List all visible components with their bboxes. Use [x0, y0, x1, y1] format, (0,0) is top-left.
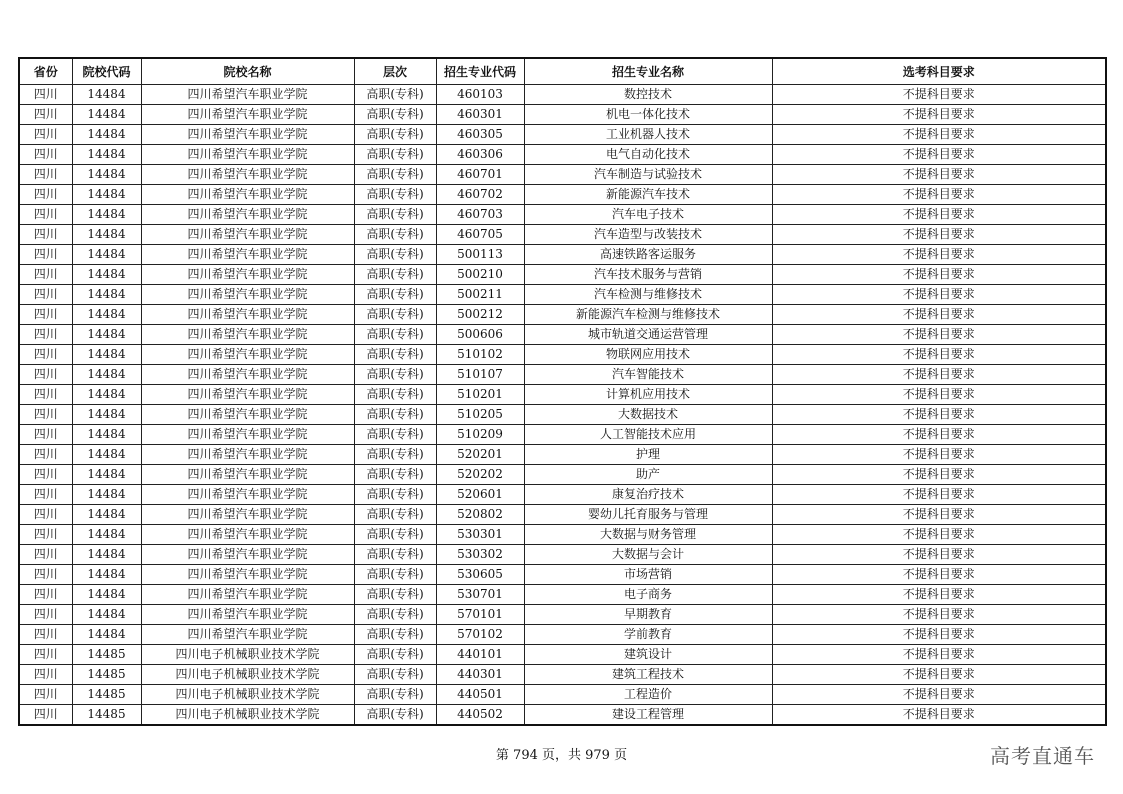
table-row	[19, 445, 1106, 465]
major-name-cell: 计算机应用技术	[524, 385, 772, 405]
school-code-cell: 14484	[72, 245, 141, 265]
school-code-cell: 14484	[72, 505, 141, 525]
table-row	[19, 265, 1106, 285]
major-name-cell: 助产	[524, 465, 772, 485]
level-cell: 高职(专科)	[354, 85, 436, 105]
school-code-cell: 14484	[72, 405, 141, 425]
major-code-cell: 500606	[436, 325, 524, 345]
province-cell: 四川	[19, 645, 72, 665]
level-cell: 高职(专科)	[354, 445, 436, 465]
level-cell: 高职(专科)	[354, 685, 436, 705]
province-cell: 四川	[19, 245, 72, 265]
school-name-cell: 四川希望汽车职业学院	[141, 145, 354, 165]
major-name-cell: 高速铁路客运服务	[524, 245, 772, 265]
school-name-cell: 四川希望汽车职业学院	[141, 345, 354, 365]
level-cell: 高职(专科)	[354, 165, 436, 185]
province-cell: 四川	[19, 185, 72, 205]
subject-requirement-cell: 不提科目要求	[772, 465, 1106, 485]
province-cell: 四川	[19, 405, 72, 425]
table-row	[19, 245, 1106, 265]
school-code-cell: 14484	[72, 465, 141, 485]
school-code-cell: 14484	[72, 185, 141, 205]
school-code-cell: 14484	[72, 345, 141, 365]
school-name-cell: 四川电子机械职业技术学院	[141, 705, 354, 726]
school-code-cell: 14484	[72, 285, 141, 305]
subject-requirement-cell: 不提科目要求	[772, 325, 1106, 345]
subject-requirement-cell: 不提科目要求	[772, 685, 1106, 705]
table-row	[19, 85, 1106, 105]
major-name-cell: 大数据技术	[524, 405, 772, 425]
table-row	[19, 505, 1106, 525]
subject-requirement-cell: 不提科目要求	[772, 105, 1106, 125]
major-code-cell: 460301	[436, 105, 524, 125]
school-name-cell: 四川希望汽车职业学院	[141, 305, 354, 325]
level-cell: 高职(专科)	[354, 605, 436, 625]
major-code-cell: 440502	[436, 705, 524, 726]
level-cell: 高职(专科)	[354, 645, 436, 665]
level-cell: 高职(专科)	[354, 125, 436, 145]
subject-requirement-cell: 不提科目要求	[772, 345, 1106, 365]
major-name-cell: 汽车电子技术	[524, 205, 772, 225]
subject-requirement-cell: 不提科目要求	[772, 425, 1106, 445]
province-cell: 四川	[19, 265, 72, 285]
table-row	[19, 405, 1106, 425]
table-row	[19, 285, 1106, 305]
school-name-cell: 四川希望汽车职业学院	[141, 545, 354, 565]
table-row	[19, 345, 1106, 365]
major-name-cell: 护理	[524, 445, 772, 465]
header-subject-requirement: 选考科目要求	[772, 58, 1106, 85]
table-row	[19, 145, 1106, 165]
subject-requirement-cell: 不提科目要求	[772, 85, 1106, 105]
subject-requirement-cell: 不提科目要求	[772, 545, 1106, 565]
major-code-cell: 440301	[436, 665, 524, 685]
header-major-name: 招生专业名称	[524, 58, 772, 85]
level-cell: 高职(专科)	[354, 545, 436, 565]
school-name-cell: 四川希望汽车职业学院	[141, 565, 354, 585]
subject-requirement-cell: 不提科目要求	[772, 305, 1106, 325]
province-cell: 四川	[19, 85, 72, 105]
subject-requirement-cell: 不提科目要求	[772, 185, 1106, 205]
school-code-cell: 14484	[72, 565, 141, 585]
school-code-cell: 14484	[72, 385, 141, 405]
major-code-cell: 500212	[436, 305, 524, 325]
level-cell: 高职(专科)	[354, 245, 436, 265]
school-code-cell: 14484	[72, 365, 141, 385]
province-cell: 四川	[19, 485, 72, 505]
major-code-cell: 500210	[436, 265, 524, 285]
school-name-cell: 四川电子机械职业技术学院	[141, 665, 354, 685]
school-code-cell: 14484	[72, 545, 141, 565]
school-code-cell: 14484	[72, 85, 141, 105]
major-name-cell: 康复治疗技术	[524, 485, 772, 505]
table-row	[19, 205, 1106, 225]
subject-requirement-cell: 不提科目要求	[772, 585, 1106, 605]
level-cell: 高职(专科)	[354, 385, 436, 405]
province-cell: 四川	[19, 345, 72, 365]
subject-requirement-cell: 不提科目要求	[772, 265, 1106, 285]
school-code-cell: 14485	[72, 705, 141, 726]
table-row	[19, 225, 1106, 245]
province-cell: 四川	[19, 625, 72, 645]
school-name-cell: 四川希望汽车职业学院	[141, 525, 354, 545]
province-cell: 四川	[19, 145, 72, 165]
table-row	[19, 185, 1106, 205]
table-row	[19, 705, 1106, 726]
subject-requirement-cell: 不提科目要求	[772, 165, 1106, 185]
major-name-cell: 汽车造型与改装技术	[524, 225, 772, 245]
province-cell: 四川	[19, 385, 72, 405]
table-body	[19, 85, 1106, 726]
level-cell: 高职(专科)	[354, 265, 436, 285]
province-cell: 四川	[19, 325, 72, 345]
major-name-cell: 大数据与财务管理	[524, 525, 772, 545]
major-code-cell: 520201	[436, 445, 524, 465]
province-cell: 四川	[19, 465, 72, 485]
school-code-cell: 14484	[72, 105, 141, 125]
level-cell: 高职(专科)	[354, 325, 436, 345]
school-name-cell: 四川希望汽车职业学院	[141, 285, 354, 305]
level-cell: 高职(专科)	[354, 365, 436, 385]
major-code-cell: 510205	[436, 405, 524, 425]
subject-requirement-cell: 不提科目要求	[772, 125, 1106, 145]
school-code-cell: 14484	[72, 605, 141, 625]
school-code-cell: 14484	[72, 265, 141, 285]
school-code-cell: 14485	[72, 685, 141, 705]
school-name-cell: 四川希望汽车职业学院	[141, 605, 354, 625]
major-code-cell: 520802	[436, 505, 524, 525]
level-cell: 高职(专科)	[354, 425, 436, 445]
table-row	[19, 485, 1106, 505]
header-school-code: 院校代码	[72, 58, 141, 85]
school-name-cell: 四川希望汽车职业学院	[141, 125, 354, 145]
major-name-cell: 电子商务	[524, 585, 772, 605]
school-name-cell: 四川希望汽车职业学院	[141, 625, 354, 645]
page-number: 第 794 页，共 979 页	[495, 748, 628, 763]
school-name-cell: 四川希望汽车职业学院	[141, 445, 354, 465]
header-province: 省份	[19, 58, 72, 85]
major-name-cell: 建筑工程技术	[524, 665, 772, 685]
level-cell: 高职(专科)	[354, 145, 436, 165]
level-cell: 高职(专科)	[354, 565, 436, 585]
level-cell: 高职(专科)	[354, 465, 436, 485]
subject-requirement-cell: 不提科目要求	[772, 605, 1106, 625]
major-name-cell: 数控技术	[524, 85, 772, 105]
province-cell: 四川	[19, 205, 72, 225]
level-cell: 高职(专科)	[354, 525, 436, 545]
subject-requirement-cell: 不提科目要求	[772, 565, 1106, 585]
school-name-cell: 四川希望汽车职业学院	[141, 205, 354, 225]
watermark-logo-text: 高考直通车	[990, 744, 1095, 768]
major-code-cell: 510102	[436, 345, 524, 365]
province-cell: 四川	[19, 585, 72, 605]
major-code-cell: 530701	[436, 585, 524, 605]
level-cell: 高职(专科)	[354, 205, 436, 225]
admission-table-container	[18, 57, 1105, 726]
major-name-cell: 婴幼儿托育服务与管理	[524, 505, 772, 525]
major-name-cell: 汽车制造与试验技术	[524, 165, 772, 185]
level-cell: 高职(专科)	[354, 705, 436, 726]
school-code-cell: 14484	[72, 325, 141, 345]
school-name-cell: 四川希望汽车职业学院	[141, 185, 354, 205]
school-name-cell: 四川希望汽车职业学院	[141, 385, 354, 405]
major-code-cell: 570102	[436, 625, 524, 645]
major-code-cell: 500211	[436, 285, 524, 305]
major-code-cell: 510209	[436, 425, 524, 445]
school-code-cell: 14484	[72, 525, 141, 545]
major-code-cell: 510201	[436, 385, 524, 405]
province-cell: 四川	[19, 165, 72, 185]
level-cell: 高职(专科)	[354, 625, 436, 645]
major-name-cell: 早期教育	[524, 605, 772, 625]
school-code-cell: 14484	[72, 165, 141, 185]
school-name-cell: 四川希望汽车职业学院	[141, 585, 354, 605]
major-name-cell: 建设工程管理	[524, 705, 772, 726]
subject-requirement-cell: 不提科目要求	[772, 625, 1106, 645]
subject-requirement-cell: 不提科目要求	[772, 525, 1106, 545]
level-cell: 高职(专科)	[354, 345, 436, 365]
table-row	[19, 365, 1106, 385]
major-name-cell: 建筑设计	[524, 645, 772, 665]
table-row	[19, 425, 1106, 445]
school-code-cell: 14484	[72, 625, 141, 645]
school-code-cell: 14484	[72, 445, 141, 465]
province-cell: 四川	[19, 425, 72, 445]
subject-requirement-cell: 不提科目要求	[772, 405, 1106, 425]
table-row	[19, 325, 1106, 345]
table-row	[19, 165, 1106, 185]
major-code-cell: 520202	[436, 465, 524, 485]
school-code-cell: 14484	[72, 205, 141, 225]
subject-requirement-cell: 不提科目要求	[772, 645, 1106, 665]
major-name-cell: 城市轨道交通运营管理	[524, 325, 772, 345]
major-code-cell: 520601	[436, 485, 524, 505]
subject-requirement-cell: 不提科目要求	[772, 365, 1106, 385]
major-name-cell: 新能源汽车检测与维修技术	[524, 305, 772, 325]
school-code-cell: 14484	[72, 425, 141, 445]
school-code-cell: 14484	[72, 145, 141, 165]
major-code-cell: 460703	[436, 205, 524, 225]
school-code-cell: 14484	[72, 305, 141, 325]
level-cell: 高职(专科)	[354, 225, 436, 245]
province-cell: 四川	[19, 505, 72, 525]
school-code-cell: 14484	[72, 485, 141, 505]
table-row	[19, 525, 1106, 545]
major-code-cell: 460705	[436, 225, 524, 245]
major-code-cell: 570101	[436, 605, 524, 625]
level-cell: 高职(专科)	[354, 105, 436, 125]
table-header-row	[19, 58, 1106, 85]
subject-requirement-cell: 不提科目要求	[772, 145, 1106, 165]
major-name-cell: 大数据与会计	[524, 545, 772, 565]
major-name-cell: 汽车智能技术	[524, 365, 772, 385]
school-name-cell: 四川希望汽车职业学院	[141, 365, 354, 385]
school-name-cell: 四川电子机械职业技术学院	[141, 645, 354, 665]
school-code-cell: 14484	[72, 225, 141, 245]
school-name-cell: 四川希望汽车职业学院	[141, 225, 354, 245]
subject-requirement-cell: 不提科目要求	[772, 485, 1106, 505]
school-name-cell: 四川希望汽车职业学院	[141, 505, 354, 525]
table-row	[19, 105, 1106, 125]
subject-requirement-cell: 不提科目要求	[772, 245, 1106, 265]
major-name-cell: 物联网应用技术	[524, 345, 772, 365]
major-code-cell: 440501	[436, 685, 524, 705]
level-cell: 高职(专科)	[354, 185, 436, 205]
major-code-cell: 460702	[436, 185, 524, 205]
school-name-cell: 四川希望汽车职业学院	[141, 265, 354, 285]
major-name-cell: 人工智能技术应用	[524, 425, 772, 445]
school-name-cell: 四川希望汽车职业学院	[141, 245, 354, 265]
school-code-cell: 14484	[72, 585, 141, 605]
table-row	[19, 585, 1106, 605]
major-name-cell: 工业机器人技术	[524, 125, 772, 145]
header-level: 层次	[354, 58, 436, 85]
subject-requirement-cell: 不提科目要求	[772, 445, 1106, 465]
subject-requirement-cell: 不提科目要求	[772, 205, 1106, 225]
table-row	[19, 685, 1106, 705]
major-code-cell: 530605	[436, 565, 524, 585]
major-name-cell: 学前教育	[524, 625, 772, 645]
level-cell: 高职(专科)	[354, 665, 436, 685]
level-cell: 高职(专科)	[354, 305, 436, 325]
province-cell: 四川	[19, 365, 72, 385]
major-code-cell: 530301	[436, 525, 524, 545]
major-name-cell: 机电一体化技术	[524, 105, 772, 125]
school-code-cell: 14484	[72, 125, 141, 145]
table-row	[19, 565, 1106, 585]
table-row	[19, 545, 1106, 565]
table-row	[19, 645, 1106, 665]
table-row	[19, 625, 1106, 645]
level-cell: 高职(专科)	[354, 505, 436, 525]
major-name-cell: 汽车技术服务与营销	[524, 265, 772, 285]
province-cell: 四川	[19, 445, 72, 465]
table-row	[19, 385, 1106, 405]
major-code-cell: 440101	[436, 645, 524, 665]
subject-requirement-cell: 不提科目要求	[772, 505, 1106, 525]
major-code-cell: 460701	[436, 165, 524, 185]
subject-requirement-cell: 不提科目要求	[772, 705, 1106, 726]
school-name-cell: 四川希望汽车职业学院	[141, 165, 354, 185]
table-row	[19, 125, 1106, 145]
school-name-cell: 四川希望汽车职业学院	[141, 405, 354, 425]
school-name-cell: 四川电子机械职业技术学院	[141, 685, 354, 705]
subject-requirement-cell: 不提科目要求	[772, 385, 1106, 405]
province-cell: 四川	[19, 225, 72, 245]
subject-requirement-cell: 不提科目要求	[772, 225, 1106, 245]
major-name-cell: 汽车检测与维修技术	[524, 285, 772, 305]
school-name-cell: 四川希望汽车职业学院	[141, 465, 354, 485]
level-cell: 高职(专科)	[354, 285, 436, 305]
major-name-cell: 电气自动化技术	[524, 145, 772, 165]
header-school-name: 院校名称	[141, 58, 354, 85]
major-name-cell: 市场营销	[524, 565, 772, 585]
province-cell: 四川	[19, 665, 72, 685]
school-name-cell: 四川希望汽车职业学院	[141, 485, 354, 505]
level-cell: 高职(专科)	[354, 405, 436, 425]
province-cell: 四川	[19, 305, 72, 325]
province-cell: 四川	[19, 605, 72, 625]
level-cell: 高职(专科)	[354, 485, 436, 505]
school-name-cell: 四川希望汽车职业学院	[141, 105, 354, 125]
province-cell: 四川	[19, 565, 72, 585]
school-code-cell: 14485	[72, 665, 141, 685]
major-name-cell: 新能源汽车技术	[524, 185, 772, 205]
table-row	[19, 465, 1106, 485]
subject-requirement-cell: 不提科目要求	[772, 665, 1106, 685]
major-code-cell: 530302	[436, 545, 524, 565]
province-cell: 四川	[19, 125, 72, 145]
header-major-code: 招生专业代码	[436, 58, 524, 85]
school-name-cell: 四川希望汽车职业学院	[141, 425, 354, 445]
table-row	[19, 665, 1106, 685]
admission-table	[18, 57, 1107, 726]
province-cell: 四川	[19, 105, 72, 125]
major-name-cell: 工程造价	[524, 685, 772, 705]
major-code-cell: 510107	[436, 365, 524, 385]
school-name-cell: 四川希望汽车职业学院	[141, 85, 354, 105]
province-cell: 四川	[19, 545, 72, 565]
province-cell: 四川	[19, 285, 72, 305]
province-cell: 四川	[19, 705, 72, 726]
major-code-cell: 460305	[436, 125, 524, 145]
province-cell: 四川	[19, 525, 72, 545]
table-row	[19, 605, 1106, 625]
major-code-cell: 460306	[436, 145, 524, 165]
major-code-cell: 500113	[436, 245, 524, 265]
province-cell: 四川	[19, 685, 72, 705]
school-name-cell: 四川希望汽车职业学院	[141, 325, 354, 345]
major-code-cell: 460103	[436, 85, 524, 105]
subject-requirement-cell: 不提科目要求	[772, 285, 1106, 305]
school-code-cell: 14485	[72, 645, 141, 665]
level-cell: 高职(专科)	[354, 585, 436, 605]
table-row	[19, 305, 1106, 325]
